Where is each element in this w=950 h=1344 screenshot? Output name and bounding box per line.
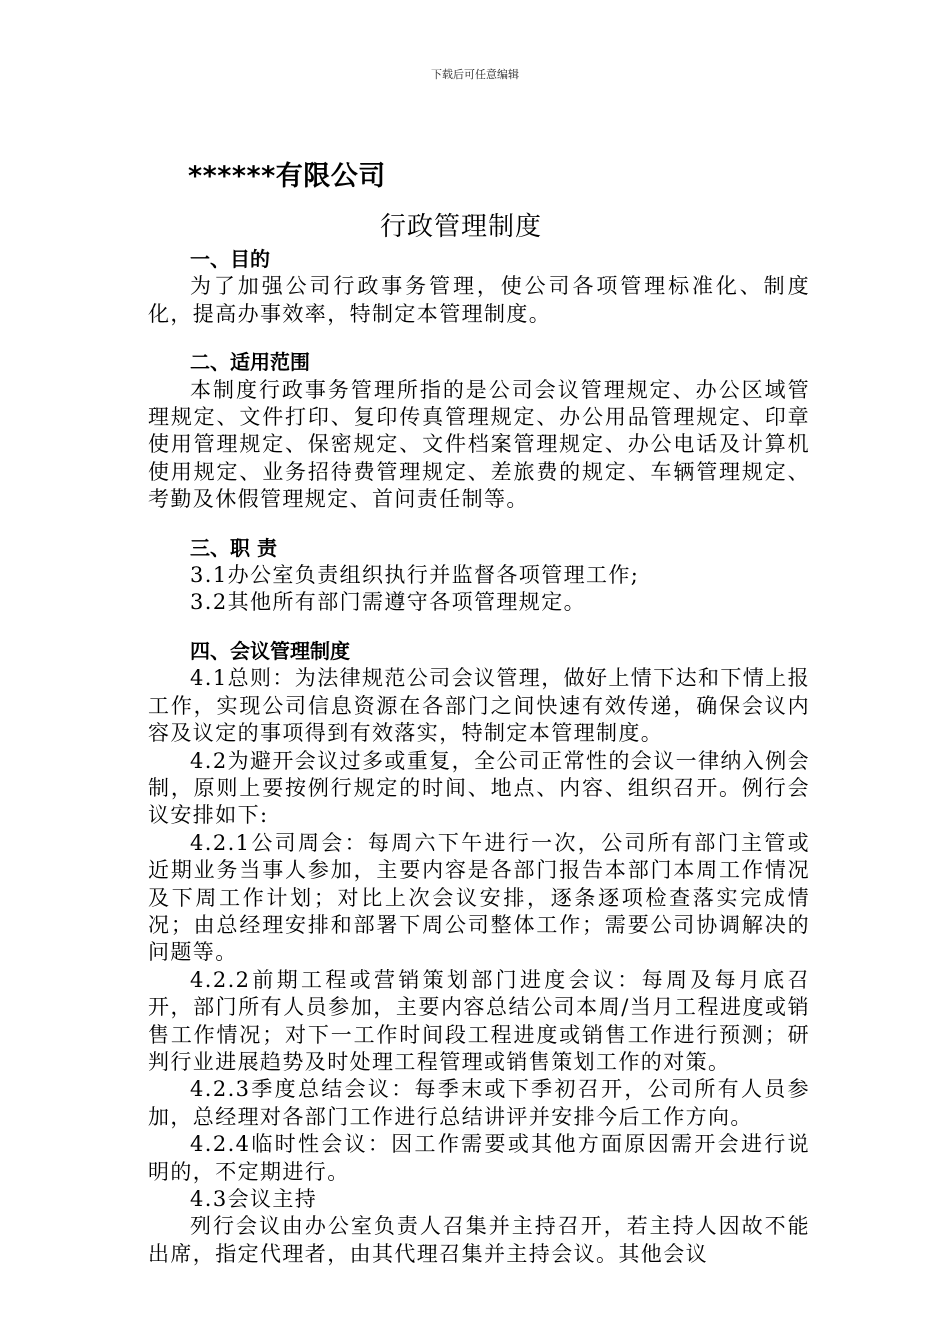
paragraph-meeting-4-2-4: 4.2.4临时性会议：因工作需要或其他方面原因需开会进行说明的，不定期进行。 [148,1132,810,1184]
paragraph-meeting-4-2-3: 4.2.3季度总结会议：每季末或下季初召开，公司所有人员参加，总经理对各部门工作进行总结讲评并安排今后工作方向。 [148,1077,810,1129]
spacer [148,514,810,535]
paragraph-meeting-4-2-1: 4.2.1公司周会：每周六下午进行一次，公司所有部门主管或近期业务当事人参加，主要内容是各部门报告本部门本周工作情况及下周工作计划；对比上次会议安排，逐条逐项检查落实完成情况；由总经理安排和部署下周公司整体工作；需要公司协调解决的问题等。 [148,830,810,965]
spacer [148,328,810,349]
section-heading-scope: 二、适用范围 [190,350,310,375]
company-name: ******有限公司 [188,161,386,192]
paragraph-duty-3-1: 3.1办公室负责组织执行并监督各项管理工作; [190,563,640,588]
spacer [148,617,810,638]
paragraph-meeting-4-3: 4.3会议主持 [190,1187,318,1211]
section-heading-duties: 三、职 责 [190,535,277,560]
section-heading-meetings: 四、会议管理制度 [190,638,350,663]
paragraph-meeting-4-2: 4.2为避开会议过多或重复，全公司正常性的会议一律纳入例会制，原则上要按例行规定的时间、地点、内容、组织召开。例行会议安排如下: [148,748,810,828]
paragraph-meeting-host: 列行会议由办公室负责人召集并主持召开，若主持人因故不能出席，指定代理者，由其代理召集并主持会议。其他会议 [148,1214,810,1266]
paragraph-duty-3-2: 3.2其他所有部门需遵守各项管理规定。 [190,590,586,615]
document-title: 行政管理制度 [379,212,542,242]
header-note: 下载后可任意编辑 [431,68,519,81]
section-heading-purpose: 一、目的 [190,247,270,271]
paragraph-scope: 本制度行政事务管理所指的是公司会议管理规定、办公区域管理规定、文件打印、复印传真管理规定、办公用品管理规定、印章使用管理规定、保密规定、文件档案管理规定、办公电话及计算机使用规定、业务招待费管理规定、差旅费的规定、车辆管理规定、考勤及休假管理规定、首问责任制等。 [148,377,810,512]
paragraph-meeting-4-1: 4.1总则：为法律规范公司会议管理，做好上情下达和下情上报工作，实现公司信息资源在各部门之间快速有效传递，确保会议内容及议定的事项得到有效落实，特制定本管理制度。 [148,666,810,746]
paragraph-meeting-4-2-2: 4.2.2前期工程或营销策划部门进度会议：每周及每月底召开，部门所有人员参加，主要内容总结公司本周/当月工程进度或销售工作情况；对下一工作时间段工程进度或销售工作进行预测；研判行业进展趋势及时处理工程管理或销售策划工作的对策。 [148,967,810,1074]
document-body [148,246,810,1268]
paragraph-purpose: 为了加强公司行政事务管理，使公司各项管理标准化、制度化，提高办事效率，特制定本管理制度。 [148,274,810,326]
